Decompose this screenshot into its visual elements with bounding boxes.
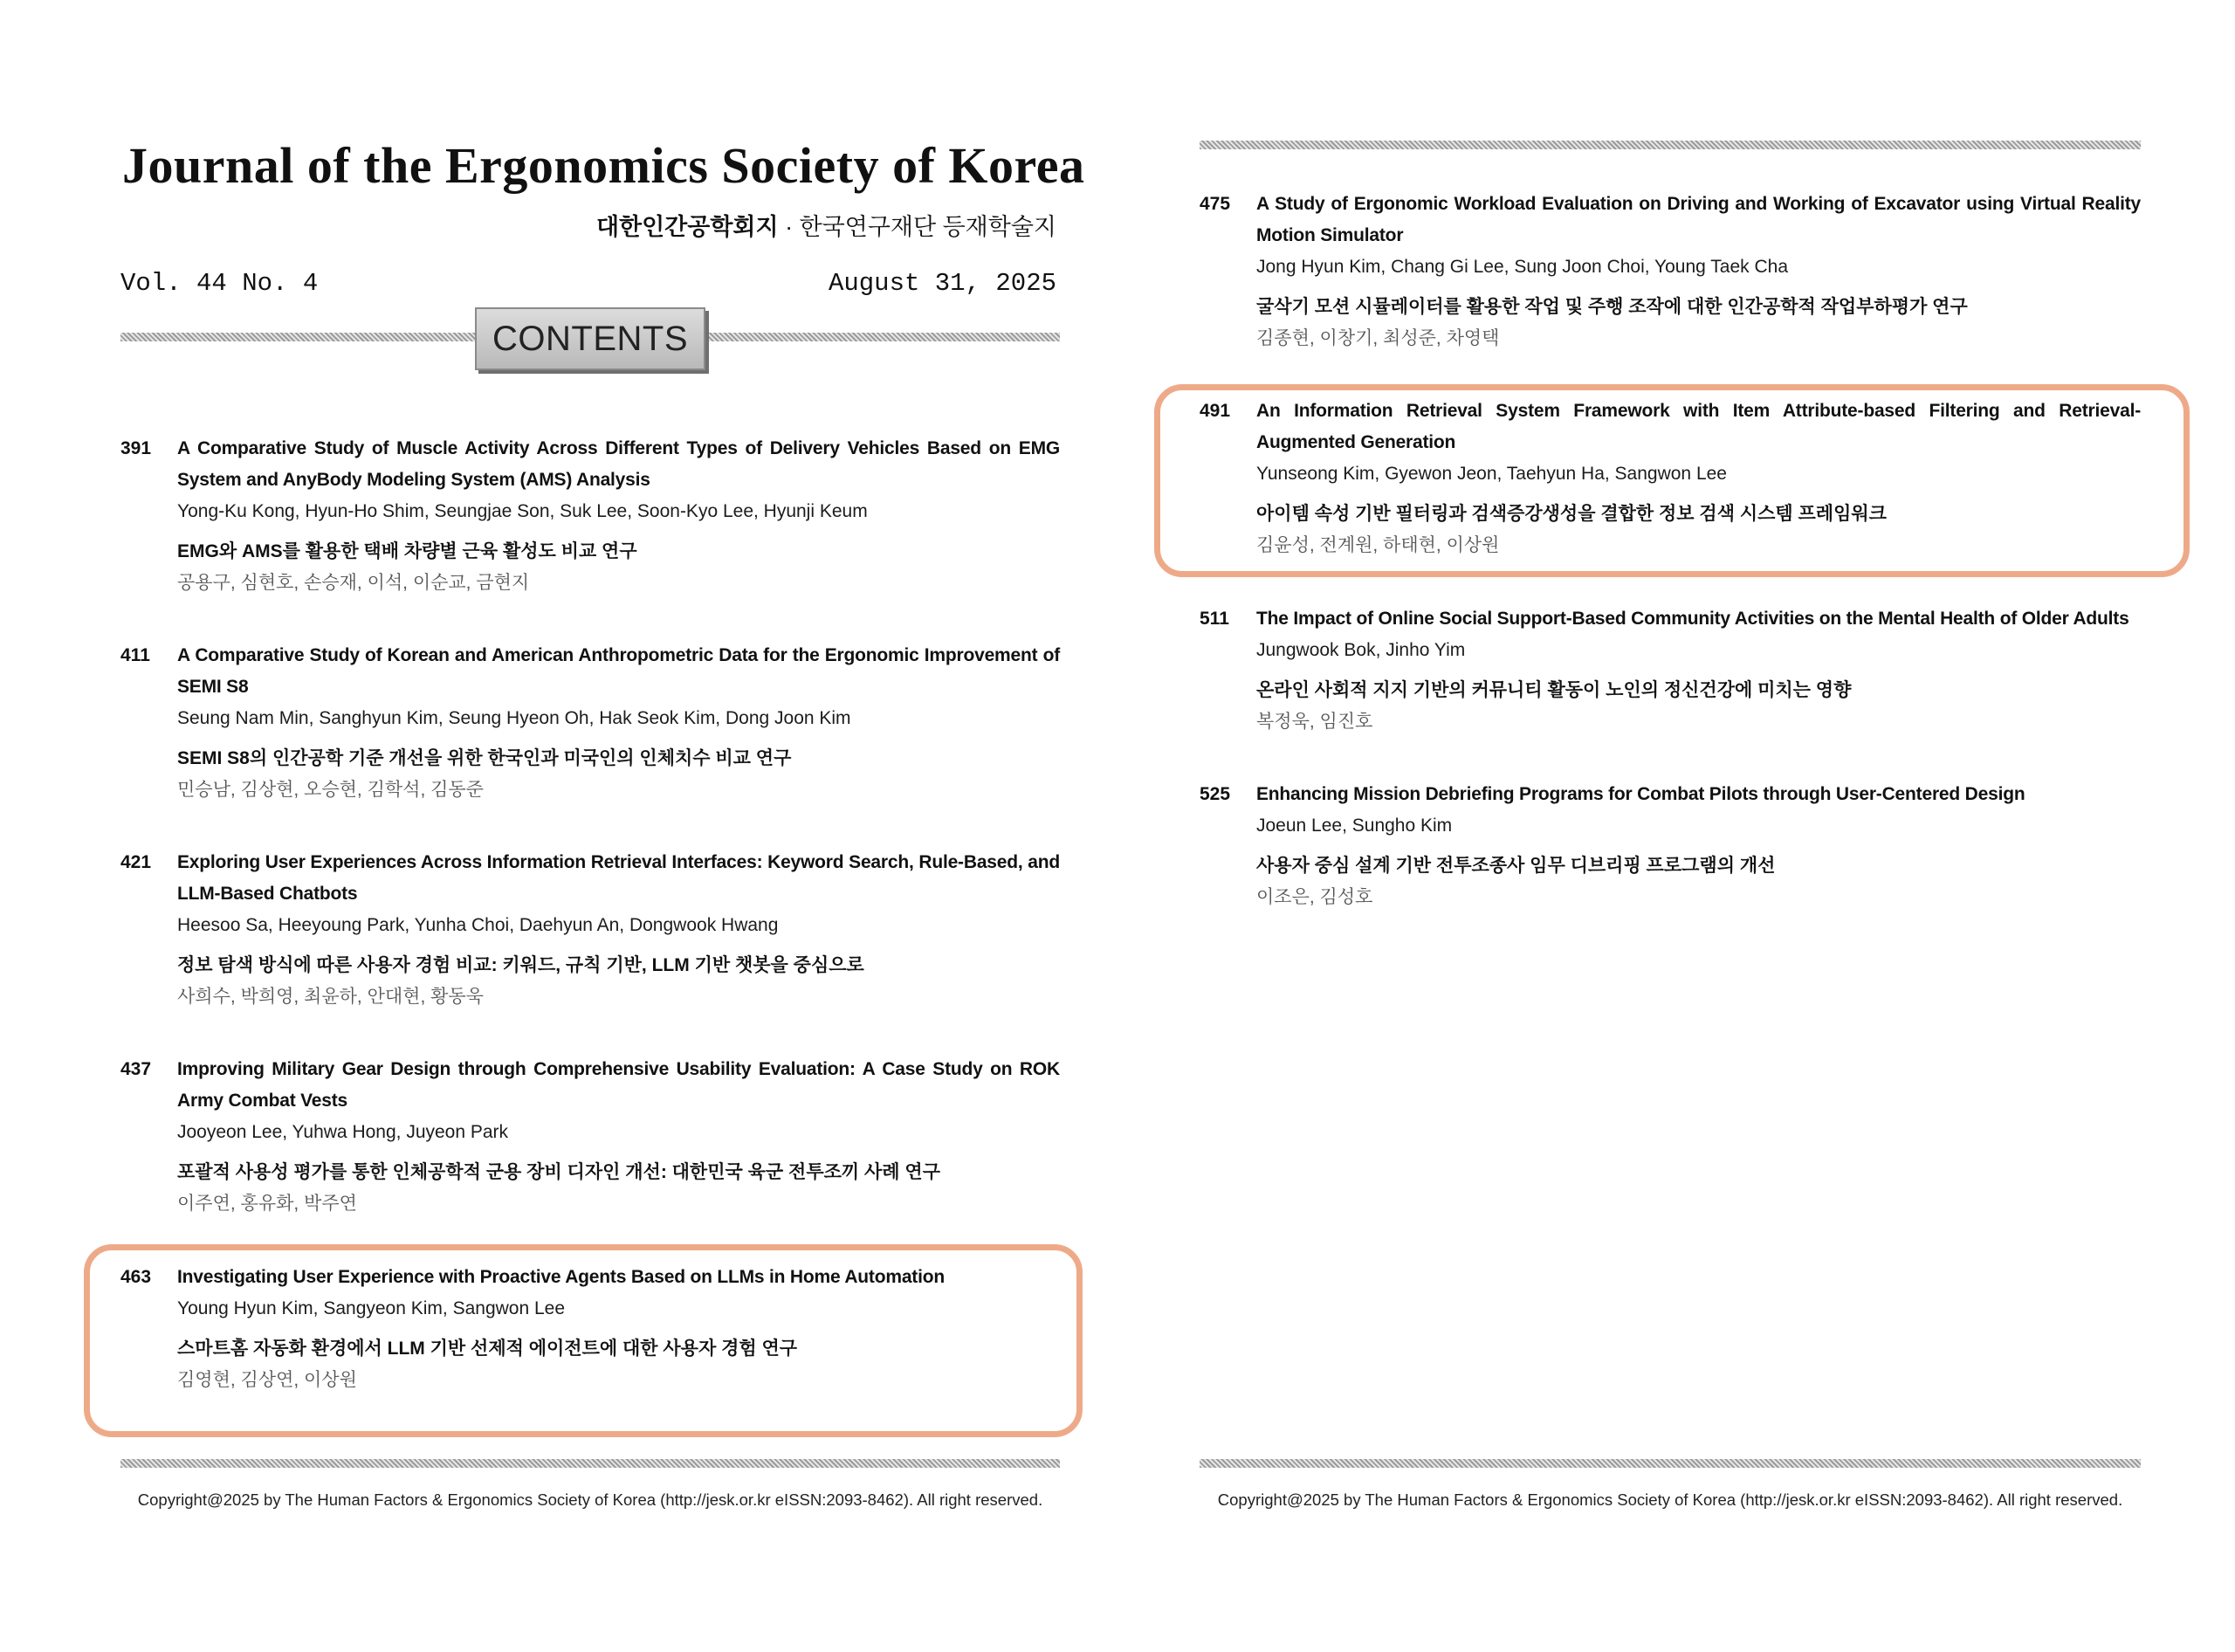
article-title[interactable]: Enhancing Mission Debriefing Programs for Combat Pilots through User-Centered Design [1256, 784, 2025, 804]
article-title[interactable]: An Information Retrieval System Framework with Item Attribute-based Filtering and Retrieval-Augmented Generation [1256, 401, 2141, 452]
article-korean-authors: 복정욱, 임진호 [1256, 712, 1373, 732]
article-page-number: 411 [120, 645, 150, 665]
article-entry[interactable] [120, 433, 1060, 599]
article-korean-title: 사용자 중심 설계 기반 전투조종사 임무 디브리핑 프로그램의 개선 [1256, 856, 1776, 876]
article-authors: Yunseong Kim, Gyewon Jeon, Taehyun Ha, Sangwon Lee [1256, 464, 1727, 484]
article-entry[interactable] [1200, 189, 2141, 354]
article-korean-title: 아이템 속성 기반 필터링과 검색증강생성을 결합한 정보 검색 시스템 프레임워크 [1256, 504, 1887, 524]
volume-issue: Vol. 44 No. 4 [120, 269, 319, 298]
article-entry[interactable] [120, 640, 1060, 806]
article-entry[interactable] [120, 1054, 1060, 1220]
article-korean-title: 굴삭기 모션 시뮬레이터를 활용한 작업 및 주행 조작에 대한 인간공학적 작업부하평가 연구 [1256, 297, 1968, 317]
article-title[interactable]: A Study of Ergonomic Workload Evaluation on Driving and Working of Excavator using Virtual Reality Motion Simulator [1256, 194, 2141, 245]
article-korean-title: 온라인 사회적 지지 기반의 커뮤니티 활동이 노인의 정신건강에 미치는 영향 [1256, 680, 1852, 700]
article-title[interactable]: Improving Military Gear Design through Comprehensive Usability Evaluation: A Case Study on ROK Army Combat Vests [177, 1059, 1060, 1111]
article-korean-authors: 이주연, 홍유화, 박주연 [177, 1194, 357, 1214]
article-entry[interactable] [1200, 779, 2141, 913]
article-page-number: 463 [120, 1267, 152, 1287]
article-korean-authors: 공용구, 심현호, 손승재, 이석, 이순교, 금현지 [177, 573, 530, 593]
article-page-number: 421 [120, 852, 152, 872]
issue-date: August 31, 2025 [828, 269, 1056, 298]
article-korean-title: 정보 탐색 방식에 따른 사용자 경험 비교: 키워드, 규칙 기반, LLM 기반 챗봇을 중심으로 [177, 955, 864, 975]
article-title[interactable]: Investigating User Experience with Proactive Agents Based on LLMs in Home Automation [177, 1267, 945, 1287]
article-entry[interactable] [1200, 603, 2141, 738]
article-authors: Jooyeon Lee, Yuhwa Hong, Juyeon Park [177, 1122, 509, 1142]
article-korean-authors: 김윤성, 전계원, 하태현, 이상원 [1256, 535, 1500, 555]
article-authors: Heesoo Sa, Heeyoung Park, Yunha Choi, Daehyun An, Dongwook Hwang [177, 915, 779, 935]
article-page-number: 511 [1200, 609, 1229, 629]
copyright-right: Copyright@2025 by The Human Factors & Ergonomics Society of Korea (http://jesk.or.kr eISSN:2093-8462). All right reserved. [1217, 1490, 2123, 1509]
article-korean-title: 포괄적 사용성 평가를 통한 인체공학적 군용 장비 디자인 개선: 대한민국 육군 전투조끼 사례 연구 [177, 1162, 940, 1182]
header-rule-right [707, 333, 1060, 341]
article-korean-title: SEMI S8의 인간공학 기준 개선을 위한 한국인과 미국인의 인체치수 비교 연구 [177, 748, 792, 768]
article-page-number: 391 [120, 438, 152, 458]
highlight-box-right [1154, 384, 2190, 577]
article-page-number: 491 [1200, 401, 1231, 421]
contents-banner: CONTENTS [475, 307, 705, 370]
article-korean-authors: 이조은, 김성호 [1256, 887, 1373, 907]
article-korean-authors: 김종현, 이창기, 최성준, 차영택 [1256, 328, 1500, 348]
article-title[interactable]: A Comparative Study of Muscle Activity Across Different Types of Delivery Vehicles Based on EMG System and AnyBody Modeling System (AMS) Analysis [177, 438, 1060, 490]
article-title[interactable]: Exploring User Experiences Across Information Retrieval Interfaces: Keyword Search, Rule-Based, and LLM-Based Chatbots [177, 852, 1060, 904]
article-authors: Jong Hyun Kim, Chang Gi Lee, Sung Joon Choi, Young Taek Cha [1256, 257, 1789, 277]
article-authors: Yong-Ku Kong, Hyun-Ho Shim, Seungjae Son, Suk Lee, Soon-Kyo Lee, Hyunji Keum [177, 501, 868, 521]
article-authors: Joeun Lee, Sungho Kim [1256, 816, 1453, 836]
copyright-left: Copyright@2025 by The Human Factors & Ergonomics Society of Korea (http://jesk.or.kr eISSN:2093-8462). All right reserved. [137, 1490, 1043, 1509]
article-page-number: 437 [120, 1059, 152, 1079]
journal-subtitle [596, 208, 1056, 242]
article-page-number: 475 [1200, 194, 1231, 214]
article-authors: Jungwook Bok, Jinho Yim [1256, 640, 1466, 660]
header-rule-left [120, 333, 475, 341]
article-authors: Young Hyun Kim, Sangyeon Kim, Sangwon Lee [177, 1298, 566, 1318]
subtitle-korean-name: 대한인간공학회지 [595, 214, 779, 240]
article-korean-authors: 민승남, 김상현, 오승현, 김학석, 김동준 [177, 780, 484, 800]
article-entry[interactable] [120, 847, 1060, 1013]
article-korean-title: 스마트홈 자동화 환경에서 LLM 기반 선제적 에이전트에 대한 사용자 경험 연구 [177, 1339, 798, 1359]
footer-rule-left [120, 1459, 1060, 1468]
journal-title: Journal of the Ergonomics Society of Korea [122, 137, 1085, 194]
article-title[interactable]: The Impact of Online Social Support-Based Community Activities on the Mental Health of Older Adults [1256, 609, 2129, 629]
article-title[interactable]: A Comparative Study of Korean and American Anthropometric Data for the Ergonomic Improvement of SEMI S8 [177, 645, 1060, 697]
header-rule-top-right [1200, 141, 2141, 149]
article-korean-authors: 김영현, 김상연, 이상원 [177, 1370, 357, 1390]
subtitle-registration: · 한국연구재단 등재학술지 [778, 214, 1056, 240]
article-page-number: 525 [1200, 784, 1231, 804]
article-korean-authors: 사희수, 박희영, 최윤하, 안대현, 황동욱 [177, 987, 484, 1007]
footer-rule-right [1200, 1459, 2141, 1468]
article-korean-title: EMG와 AMS를 활용한 택배 차량별 근육 활성도 비교 연구 [177, 541, 637, 561]
article-authors: Seung Nam Min, Sanghyun Kim, Seung Hyeon Oh, Hak Seok Kim, Dong Joon Kim [177, 708, 851, 728]
highlight-box-left [84, 1244, 1083, 1437]
